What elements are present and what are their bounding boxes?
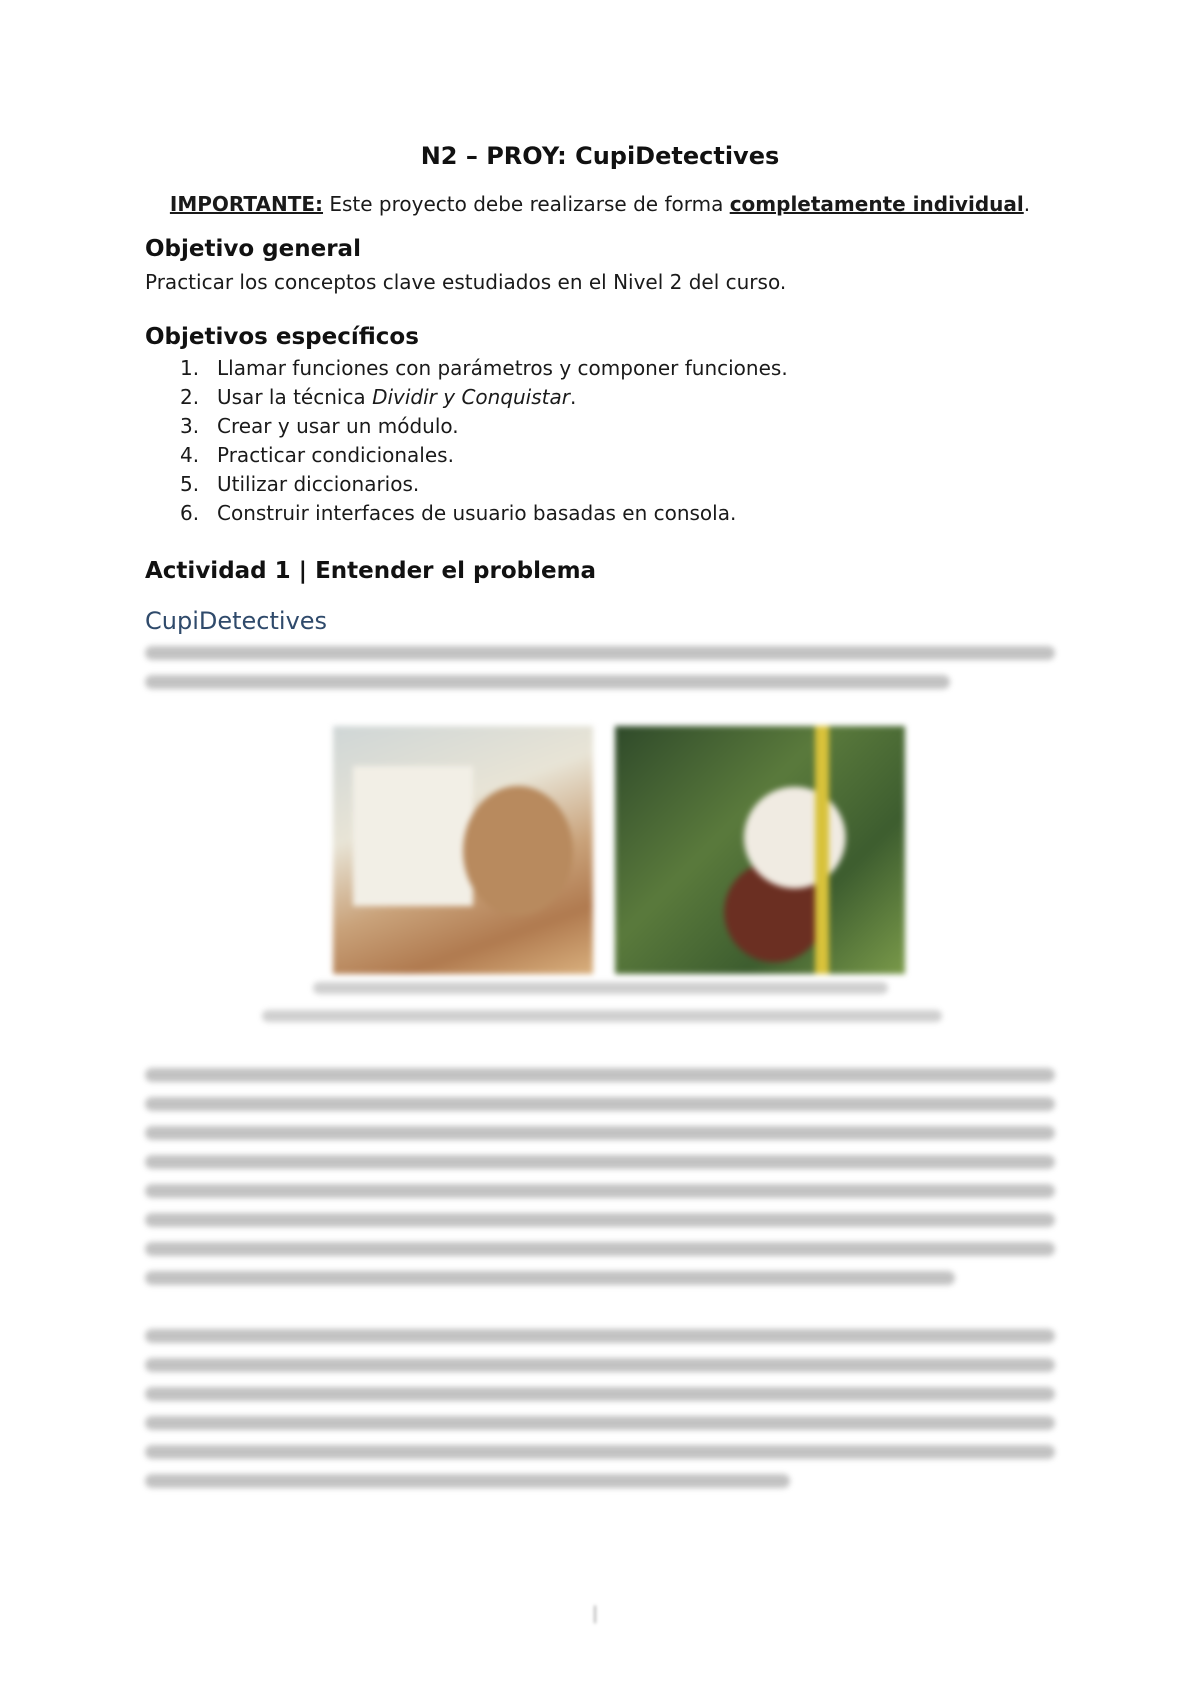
important-emphasis: completamente individual xyxy=(729,192,1024,216)
blurred-photo-right xyxy=(615,726,905,974)
objetivo-general-text: Practicar los conceptos clave estudiados en el Nivel 2 del curso. xyxy=(145,270,787,294)
objetivos-especificos-heading: Objetivos específicos xyxy=(145,324,419,350)
page-number-blurred: | xyxy=(591,1603,599,1624)
list-item: 6. Construir interfaces de usuario basadas en consola. xyxy=(180,501,737,525)
blurred-text-line xyxy=(145,1242,1055,1256)
blurred-text-line xyxy=(145,1068,1055,1082)
blurred-text-line xyxy=(145,1474,790,1488)
blurred-text-line xyxy=(145,1155,1055,1169)
important-end: . xyxy=(1023,192,1031,216)
document-title: N2 – PROY: CupiDetectives xyxy=(420,142,780,170)
blurred-text-line xyxy=(145,646,1055,660)
blurred-photo-left xyxy=(333,726,593,974)
list-item: 5. Utilizar diccionarios. xyxy=(180,472,420,496)
blurred-text-line xyxy=(145,1271,955,1285)
important-text: Este proyecto debe realizarse de forma xyxy=(323,192,730,216)
blurred-text-line xyxy=(145,1387,1055,1401)
blurred-text-line xyxy=(145,1329,1055,1343)
blurred-text-line xyxy=(145,1097,1055,1111)
cupidetectives-subheading: CupiDetectives xyxy=(145,607,328,635)
list-item: 2. Usar la técnica Dividir y Conquistar. xyxy=(180,385,577,409)
blurred-text-line xyxy=(145,1213,1055,1227)
actividad-1-heading: Actividad 1 | Entender el problema xyxy=(145,558,597,584)
list-item: 3. Crear y usar un módulo. xyxy=(180,414,459,438)
blurred-text-line xyxy=(145,1416,1055,1430)
objetivos-especificos-list xyxy=(180,354,788,528)
blurred-caption-line xyxy=(313,982,888,994)
blurred-text-line xyxy=(145,675,950,689)
important-notice xyxy=(145,192,1055,216)
blurred-text-line xyxy=(145,1445,1055,1459)
blurred-text-line xyxy=(145,1184,1055,1198)
blurred-text-line xyxy=(145,1358,1055,1372)
important-label: IMPORTANTE: xyxy=(169,192,324,216)
objetivo-general-heading: Objetivo general xyxy=(145,236,361,262)
list-item: 4. Practicar condicionales. xyxy=(180,443,454,467)
blurred-caption-line xyxy=(262,1010,942,1022)
blurred-text-line xyxy=(145,1126,1055,1140)
list-item: 1. Llamar funciones con parámetros y componer funciones. xyxy=(180,356,788,380)
